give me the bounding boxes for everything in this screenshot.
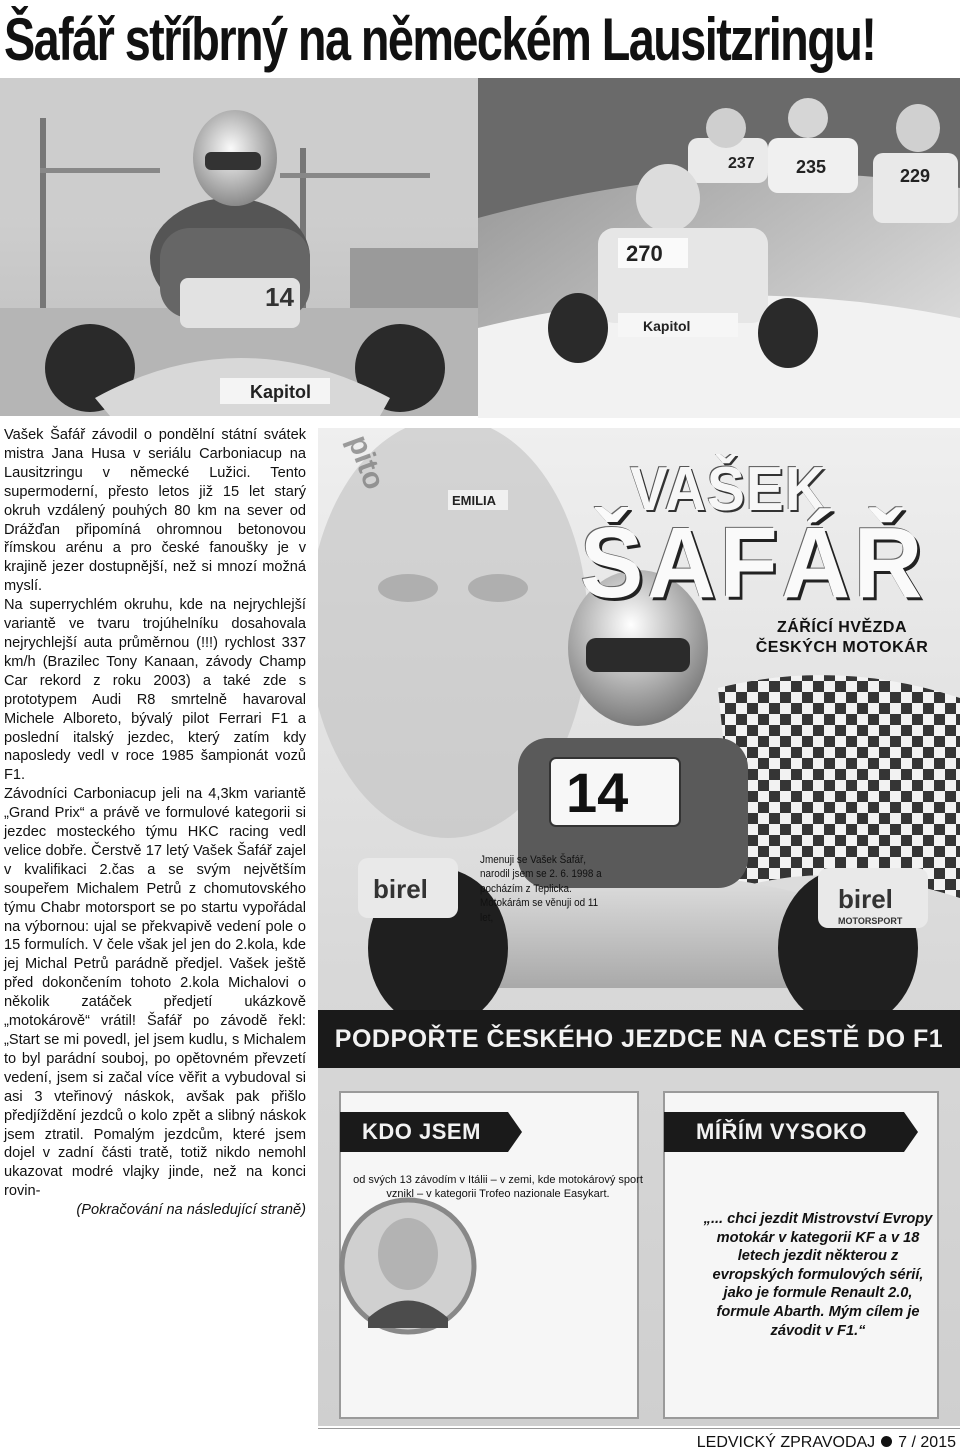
photo-kart-driver [0,78,478,416]
poster-first-name: VAŠEK [630,455,827,524]
article-paragraph: Závodníci Carboniacup jeli na 4,3km variantě „Grand Prix“ a právě ve formulové kategorii si jezdec mosteckého týmu HKC racing vedl velice dobře. Čerstvě 17 letý Vašek Šafář zajel v kvalifikaci 2.čas a se svým největším soupeřem Michalem Petrů z chomutovského týmu Chabr motorsport se po startu vypořádal na výbornou: ujal se překvapivě vedení pole o 15 formulích. V čele však jel jen do 2.kola, kde jej Michal Petrů parádně předjel. Vašek ještě před dokončením tohoto 2.kola Michalovi o několik zatáček předjetí ukázkově „motokárově“ vrátil! Šafář po závodě řekl: „Start se mi povedl, jel jsem kudlu, s Michalem to byl parádní souboj, po opětovném převzetí vedení, jsem si začal více věřit a vybudoval si asi 3 vteřinový náskok, avšak pak přišlo předjíždění jezdců o kolo zpět a slibný náskok jsem ztratil. Pomalým jezdcům, které jsem dojel v zadní části tratě, totiž nikdo nemohl ukazovat modré vlajky jinde, než na konci rovin- [4,786,306,1200]
poster-brand-sub: MOTORSPORT [838,916,903,926]
article-paragraph: Na superrychlém okruhu, kde na nejrychlejší variantě ve tvaru trojúhelníku dosahovala nejrychlejší auta průměrnou (!!!) rychlost 337 km/h (Brazilec Tony Kanaan, závody Champ Car rekord z roku 2003) a také zde s prototypem Audi R8 smrtelně havaroval Michele Alboreto, bývalý pilot Ferrari F1 a poslední italský jezdec, který zatím kdy naposledy vedl v roce 1985 šampionát vozů F1. [4,597,306,784]
svg-text:pito: pito [341,430,391,494]
svg-text:229: 229 [900,166,931,186]
poster-who-heading: KDO JSEM [362,1119,481,1144]
photo-karts-racing-image [478,78,960,418]
poster-aim-heading: MÍŘÍM VYSOKO [696,1119,868,1144]
poster-brand-left: birel [373,874,428,904]
svg-text:235: 235 [796,157,827,177]
footer-bullet [881,1436,892,1447]
kart-number-left: 14 [265,282,294,312]
poster-support-band: PODPOŘTE ČESKÉHO JEZDCE NA CESTĚ DO F1 [318,1010,960,1068]
poster-bio: Jmenuji se Vašek Šafář, narodil jsem se 2. 6. 1998 a pocházím z Teplicka. Motokárám se věnuji od 11 let, [480,854,602,924]
sponsor-poster [318,428,960,1426]
poster-last-name: ŠAFÁŘ [580,507,927,619]
photo-kart-driver-image [0,78,478,416]
poster-aim-text: „... chci jezdit Mistrovství Evropy motokár v kategorii KF a v 18 letech jezdit některou z evropských formulových sérií, jako je formule Renault 2.0, formule Abarth. Mým cílem je závodit v F1.“ [703,1211,933,1339]
page-headline: Šafář stříbrný na německém Lausitzringu! [4,6,876,73]
svg-text:270: 270 [626,241,663,266]
poster-brand-right: birel [838,884,893,914]
footer-issue: 7 / 2015 [898,1434,956,1451]
article-body [4,426,306,1220]
page-footer [676,1432,956,1454]
footer-publication: LEDVICKÝ ZPRAVODAJ [696,1434,876,1451]
article-paragraph: Vašek Šafář závodil o pondělní státní svátek mistra Jana Husa v seriálu Carboniacup na Lausitzringu v německé Lužici. Tento supermoderní, přesto letos již 15 let starý okruh vzdálený pouhých 80 km na sever od Drážďan připomíná ohromnou betonovou římskou arénu a pro české fanoušky je v krajině jezer dostupnější, než si mnozí možná myslí. [4,427,306,595]
poster-bio-continued: od svých 13 závodím v Itálii – v zemi, kde motokárový sport vznikl – v kategorii Trofeo nazionale Easykart. [353,1174,643,1201]
article-continued-note: (Pokračování na následující straně) [76,1202,306,1219]
footer-rule [318,1428,960,1429]
poster-tagline: ZÁŘÍCÍ HVĚZDA ČESKÝCH MOTOKÁR [755,619,929,656]
poster-helmet-name: EMILIA [452,493,497,508]
poster-kart-number: 14 [566,761,629,824]
svg-text:Kapitol: Kapitol [643,318,691,334]
svg-text:237: 237 [728,155,755,172]
sponsor-left: Kapitol [250,382,311,402]
photo-karts-racing [478,78,960,418]
